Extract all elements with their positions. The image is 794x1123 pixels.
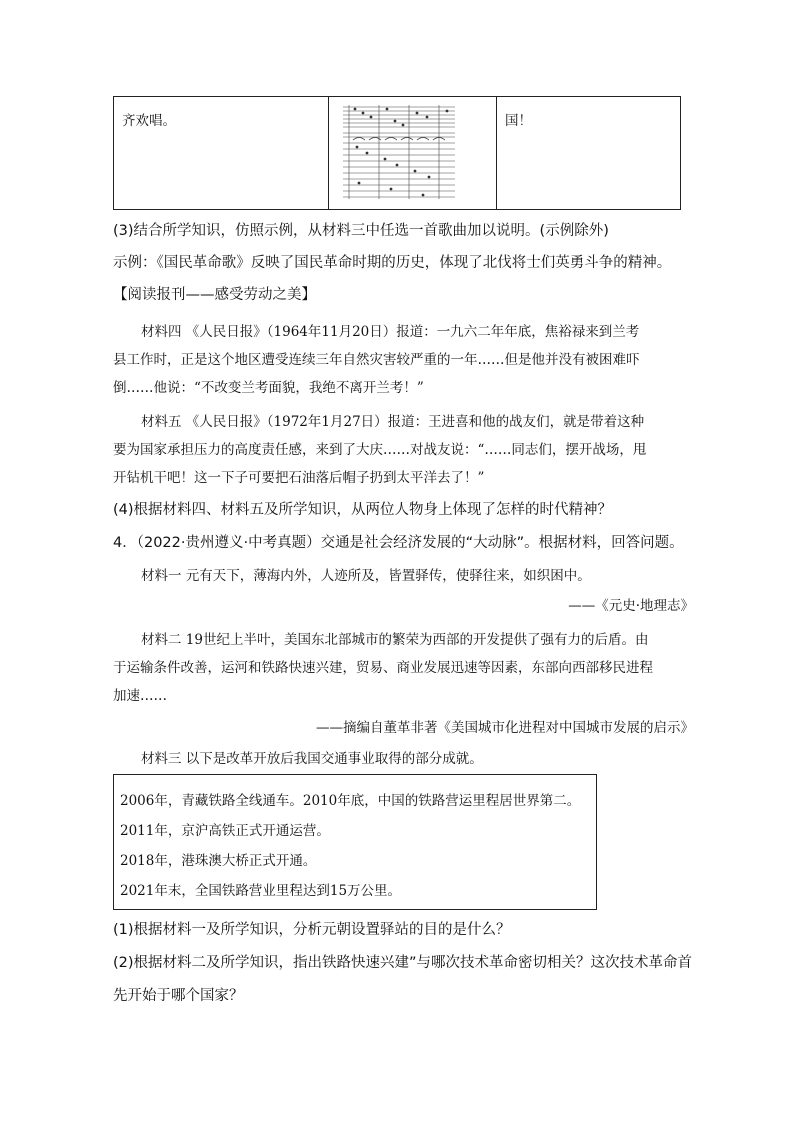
achievements-box <box>113 774 597 910</box>
question-4: (4)根据材料四、材料五及所学知识，从两位人物身上体现了怎样的时代精神？ <box>113 502 613 518</box>
sub-question-1: (1)根据材料一及所学知识，分析元朝设置驿站的目的是什么？ <box>113 922 511 938</box>
p4-material-2-line-1: 材料二 19世纪上半叶，美国东北部城市的繁荣为西部的开发提供了强有力的后盾。由 <box>141 632 649 648</box>
p4-material-3: 材料三 以下是改革开放后我国交通事业取得的部分成就。 <box>141 751 483 767</box>
box-row-4: 2021年末，全国铁路营业里程达到15万公里。 <box>120 883 402 899</box>
table-cell-1-text: 齐欢唱。 <box>122 113 176 129</box>
table-cell-3-text: 国！ <box>505 113 532 129</box>
table-cell-2 <box>329 97 497 209</box>
p4-material-2-line-3: 加速…… <box>113 688 167 704</box>
question-3: (3)结合所学知识，仿照示例，从材料三中任选一首歌曲加以说明。(示例除外) <box>113 223 609 239</box>
p4-material-2-line-2: 于运输条件改善，运河和铁路快速兴建，贸易、商业发展迅速等因素，东部向西部移民进程 <box>113 660 653 676</box>
example-text: 示例：《国民革命歌》反映了国民革命时期的历史，体现了北伐将士们英勇斗争的精神。 <box>113 255 672 271</box>
material-5-line-1: 材料五 《人民日报》（1972年1月27日）报道：王进喜和他的战友们，就是带着这种 <box>141 414 645 430</box>
table-cell-3 <box>497 97 680 209</box>
p4-material-2-source: ——摘编自董革非著《美国城市化进程对中国城市发展的启示》 <box>316 720 694 736</box>
material-4-line-1: 材料四 《人民日报》（1964年11月20日）报道：一九六二年年底，焦裕禄来到兰考 <box>141 324 640 340</box>
problem-4-stem: 4．（2022·贵州遵义·中考真题）交通是社会经济发展的“大动脉”。根据材料，回答问题。 <box>113 535 684 551</box>
box-row-2: 2011年，京沪高铁正式开通运营。 <box>120 823 330 839</box>
sub-question-2-line-1: (2)根据材料二及所学知识，指出铁路快速兴建”与哪次技术革命密切相关？这次技术革命首 <box>113 955 693 971</box>
p4-material-1-source: ——《元史·地理志》 <box>568 598 694 614</box>
p4-material-1: 材料一 元有天下，薄海内外，人迹所及，皆置驿传，使驿往来，如织困中。 <box>141 568 591 584</box>
material-4-line-3: 倒……他说：“不改变兰考面貌，我绝不离开兰考！” <box>113 380 424 396</box>
table-cell-1 <box>114 97 329 209</box>
material-5-line-3: 开钻机干吧！这一下子可要把石油落后帽子扔到太平洋去了！” <box>113 470 485 486</box>
box-row-3: 2018年，港珠澳大桥正式开通。 <box>120 853 317 869</box>
music-score-image <box>339 103 459 203</box>
sub-question-2-line-2: 先开始于哪个国家？ <box>113 988 244 1004</box>
material-5-line-2: 要为国家承担压力的高度责任感，来到了大庆……对战友说：“……同志们，摆开战场，甩 <box>113 442 647 458</box>
box-row-1: 2006年，青藏铁路全线通车。2010年底，中国的铁路营运里程居世界第二。 <box>120 793 581 809</box>
material-4-line-2: 县工作时，正是这个地区遭受连续三年自然灾害较严重的一年……但是他并没有被困难吓 <box>113 352 640 368</box>
section-heading: 【阅读报刊——感受劳动之美】 <box>113 287 316 303</box>
song-table-fragment <box>113 96 681 210</box>
